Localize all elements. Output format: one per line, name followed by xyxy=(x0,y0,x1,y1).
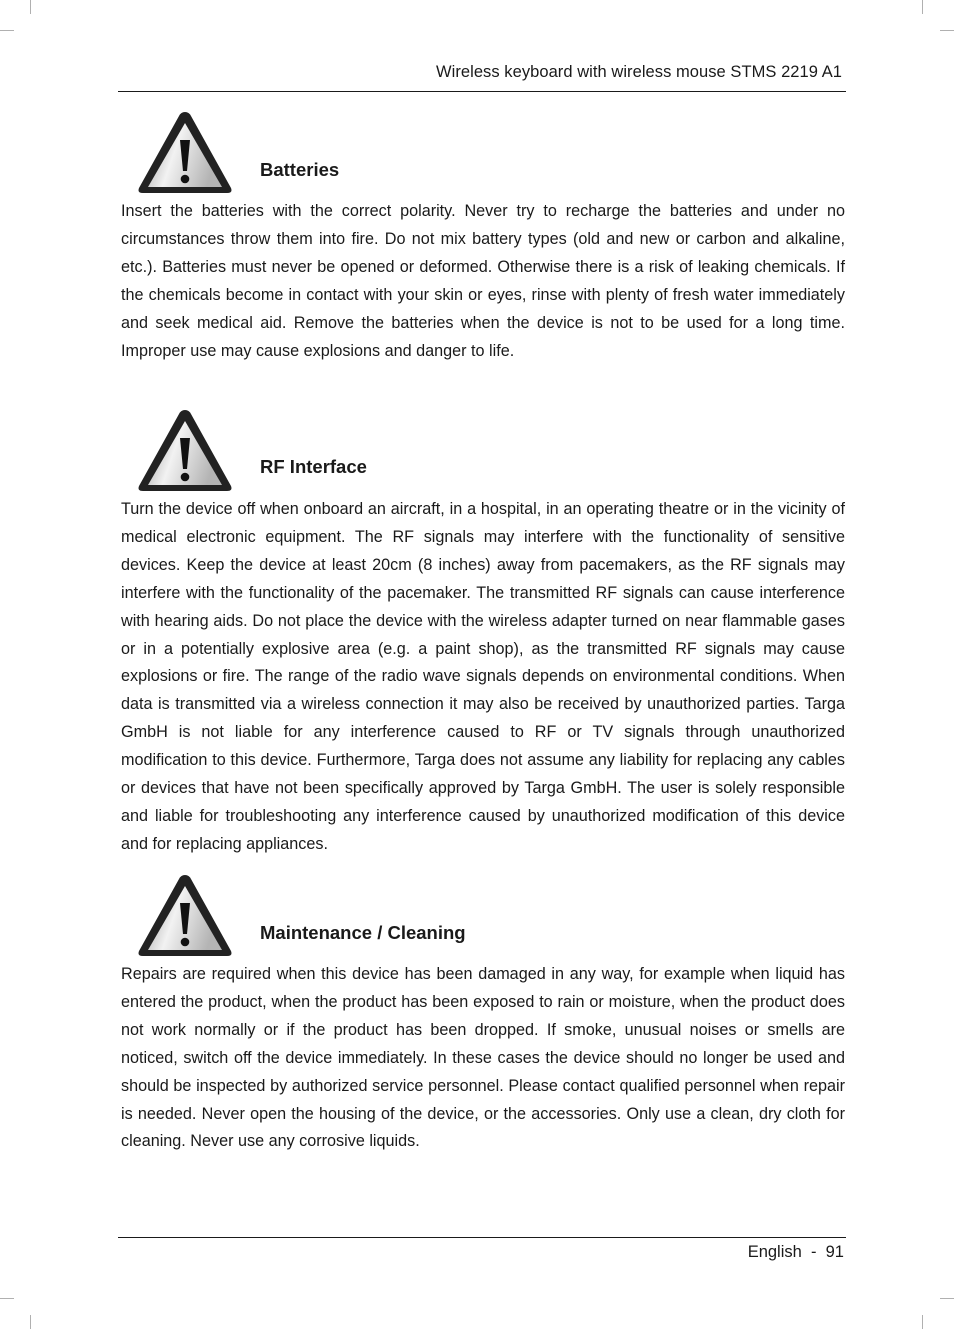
warning-triangle-icon xyxy=(136,407,234,493)
crop-mark xyxy=(0,1298,14,1299)
section-title-maintenance-cleaning: Maintenance / Cleaning xyxy=(260,922,466,943)
crop-mark xyxy=(940,1298,954,1299)
crop-mark xyxy=(940,30,954,31)
section-title-batteries: Batteries xyxy=(260,159,340,180)
header-rule xyxy=(118,91,846,92)
warning-triangle-icon xyxy=(136,109,234,195)
crop-mark xyxy=(30,0,31,14)
crop-mark xyxy=(922,1315,923,1329)
section-body-maintenance-cleaning: Repairs are required when this device has been damaged in any way, for example when liquid has entered the product, when the product has been exposed to rain or moisture, when the product does not work normally or if the product has been dropped. If smoke, unusual noises or smells are noticed, switch off the device immediately. In these cases the device should no longer be used and should be inspected by authorized service personnel. Please contact qualified personnel when repair is needed. Never open the housing of the device, or the accessories. Only use a clean, dry cloth for cleaning. Never use any corrosive liquids. xyxy=(121,965,845,1151)
crop-mark xyxy=(30,1315,31,1329)
footer-rule xyxy=(118,1237,846,1238)
section-body-rf-interface: Turn the device off when onboard an aircraft, in a hospital, in an operating theatre or in the vicinity of medical electronic equipment. The RF signals may interfere with the functionality of sensitive devices. Keep the device at least 20cm (8 inches) away from pacemakers, as the RF signals may interfere with the functionality of the pacemaker. The transmitted RF signals can cause interference with hearing aids. Do not place the device with the wireless adapter turned on near flammable gases or in a potentially explosive area (e.g. a paint shop), as the transmitted RF signals may cause explosions or fire. The range of the radio wave signals depends on environmental conditions. When data is transmitted via a wireless connection it may also be received by unauthorized parties. Targa GmbH is not liable for any interference caused to RF or TV signals through unauthorized modification to this device. Furthermore, Targa does not assume any liability for replacing any cables or devices that have not been specifically approved by Targa GmbH. The user is solely responsible and liable for troubleshooting any interference caused by unauthorized modification of this device and for replacing appliances. xyxy=(121,500,845,853)
page-number: English - 91 xyxy=(747,1243,844,1261)
crop-mark xyxy=(0,30,14,31)
crop-mark xyxy=(922,0,923,14)
document-header: Wireless keyboard with wireless mouse STMS 2219 A1 xyxy=(436,63,842,81)
warning-triangle-icon xyxy=(136,872,234,958)
section-title-rf-interface: RF Interface xyxy=(260,456,367,477)
section-body-batteries: Insert the batteries with the correct polarity. Never try to recharge the batteries and under no circumstances throw them into fire. Do not mix battery types (old and new or carbon and alkaline, etc.). Batteries must never be opened or deformed. Otherwise there is a risk of leaking chemicals. If the chemicals become in contact with your skin or eyes, rinse with plenty of fresh water immediately and seek medical aid. Remove the batteries when the device is not to be used for a long time. Improper use may cause explosions and danger to life. xyxy=(121,202,845,360)
